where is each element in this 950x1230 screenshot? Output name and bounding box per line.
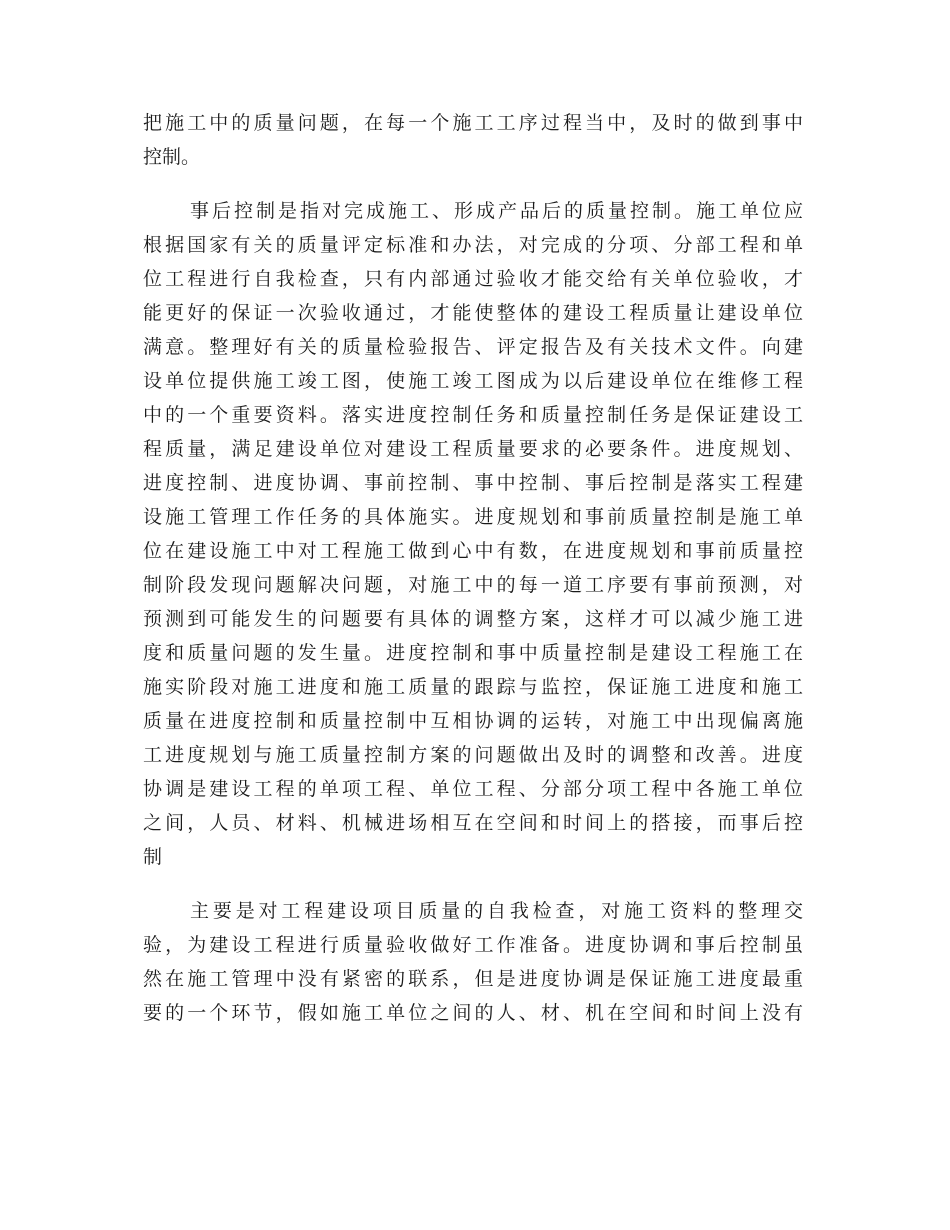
- text-line: 根据国家有关的质量评定标准和办法，对完成的分项、分部工程和单: [143, 234, 803, 256]
- text-line: 施实阶段对施工进度和施工质量的跟踪与监控，保证施工进度和施工: [143, 676, 803, 698]
- text-line: 设单位提供施工竣工图，使施工竣工图成为以后建设单位在维修工程: [143, 370, 803, 392]
- text-line: 把施工中的质量问题，在每一个施工工序过程当中，及时的做到事中: [143, 112, 803, 134]
- text-line: 预测到可能发生的问题要有具体的调整方案，这样才可以减少施工进: [143, 608, 803, 630]
- paragraph-3: [143, 894, 803, 1030]
- document-page: [143, 106, 803, 1030]
- text-line: 中的一个重要资料。落实进度控制任务和质量控制任务是保证建设工: [143, 404, 803, 426]
- text-line: 进度控制、进度协调、事前控制、事中控制、事后控制是落实工程建: [143, 472, 803, 494]
- text-line: 工进度规划与施工质量控制方案的问题做出及时的调整和改善。进度: [143, 744, 803, 766]
- paragraph-gap: [143, 874, 803, 894]
- text-line: 验，为建设工程进行质量验收做好工作准备。进度协调和事后控制虽: [143, 934, 803, 956]
- text-line: 事后控制是指对完成施工、形成产品后的质量控制。施工单位应: [190, 200, 803, 222]
- text-line: 位在建设施工中对工程施工做到心中有数，在进度规划和事前质量控: [143, 540, 803, 562]
- text-line: 协调是建设工程的单项工程、单位工程、分部分项工程中各施工单位: [143, 778, 803, 800]
- text-line: 质量在进度控制和质量控制中互相协调的运转，对施工中出现偏离施: [143, 710, 803, 732]
- text-line: 主要是对工程建设项目质量的自我检查，对施工资料的整理交: [190, 900, 803, 922]
- text-line: 能更好的保证一次验收通过，才能使整体的建设工程质量让建设单位: [143, 302, 803, 324]
- text-line: 制: [143, 846, 163, 868]
- paragraph-2: [143, 194, 803, 874]
- text-line: 要的一个环节，假如施工单位之间的人、材、机在空间和时间上没有: [143, 1002, 803, 1024]
- paragraph-gap: [143, 174, 803, 194]
- text-line: 之间，人员、材料、机械进场相互在空间和时间上的搭接，而事后控: [143, 812, 803, 834]
- paragraph-1: [143, 106, 803, 174]
- text-line: 满意。整理好有关的质量检验报告、评定报告及有关技术文件。向建: [143, 336, 803, 358]
- text-line: 设施工管理工作任务的具体施实。进度规划和事前质量控制是施工单: [143, 506, 803, 528]
- text-line: 然在施工管理中没有紧密的联系，但是进度协调是保证施工进度最重: [143, 968, 803, 990]
- text-line: 度和质量问题的发生量。进度控制和事中质量控制是建设工程施工在: [143, 642, 803, 664]
- text-line: 控制。: [143, 146, 201, 168]
- text-line: 位工程进行自我检查，只有内部通过验收才能交给有关单位验收，才: [143, 268, 803, 290]
- text-line: 程质量，满足建设单位对建设工程质量要求的必要条件。进度规划、: [143, 438, 803, 460]
- text-line: 制阶段发现问题解决问题，对施工中的每一道工序要有事前预测，对: [143, 574, 803, 596]
